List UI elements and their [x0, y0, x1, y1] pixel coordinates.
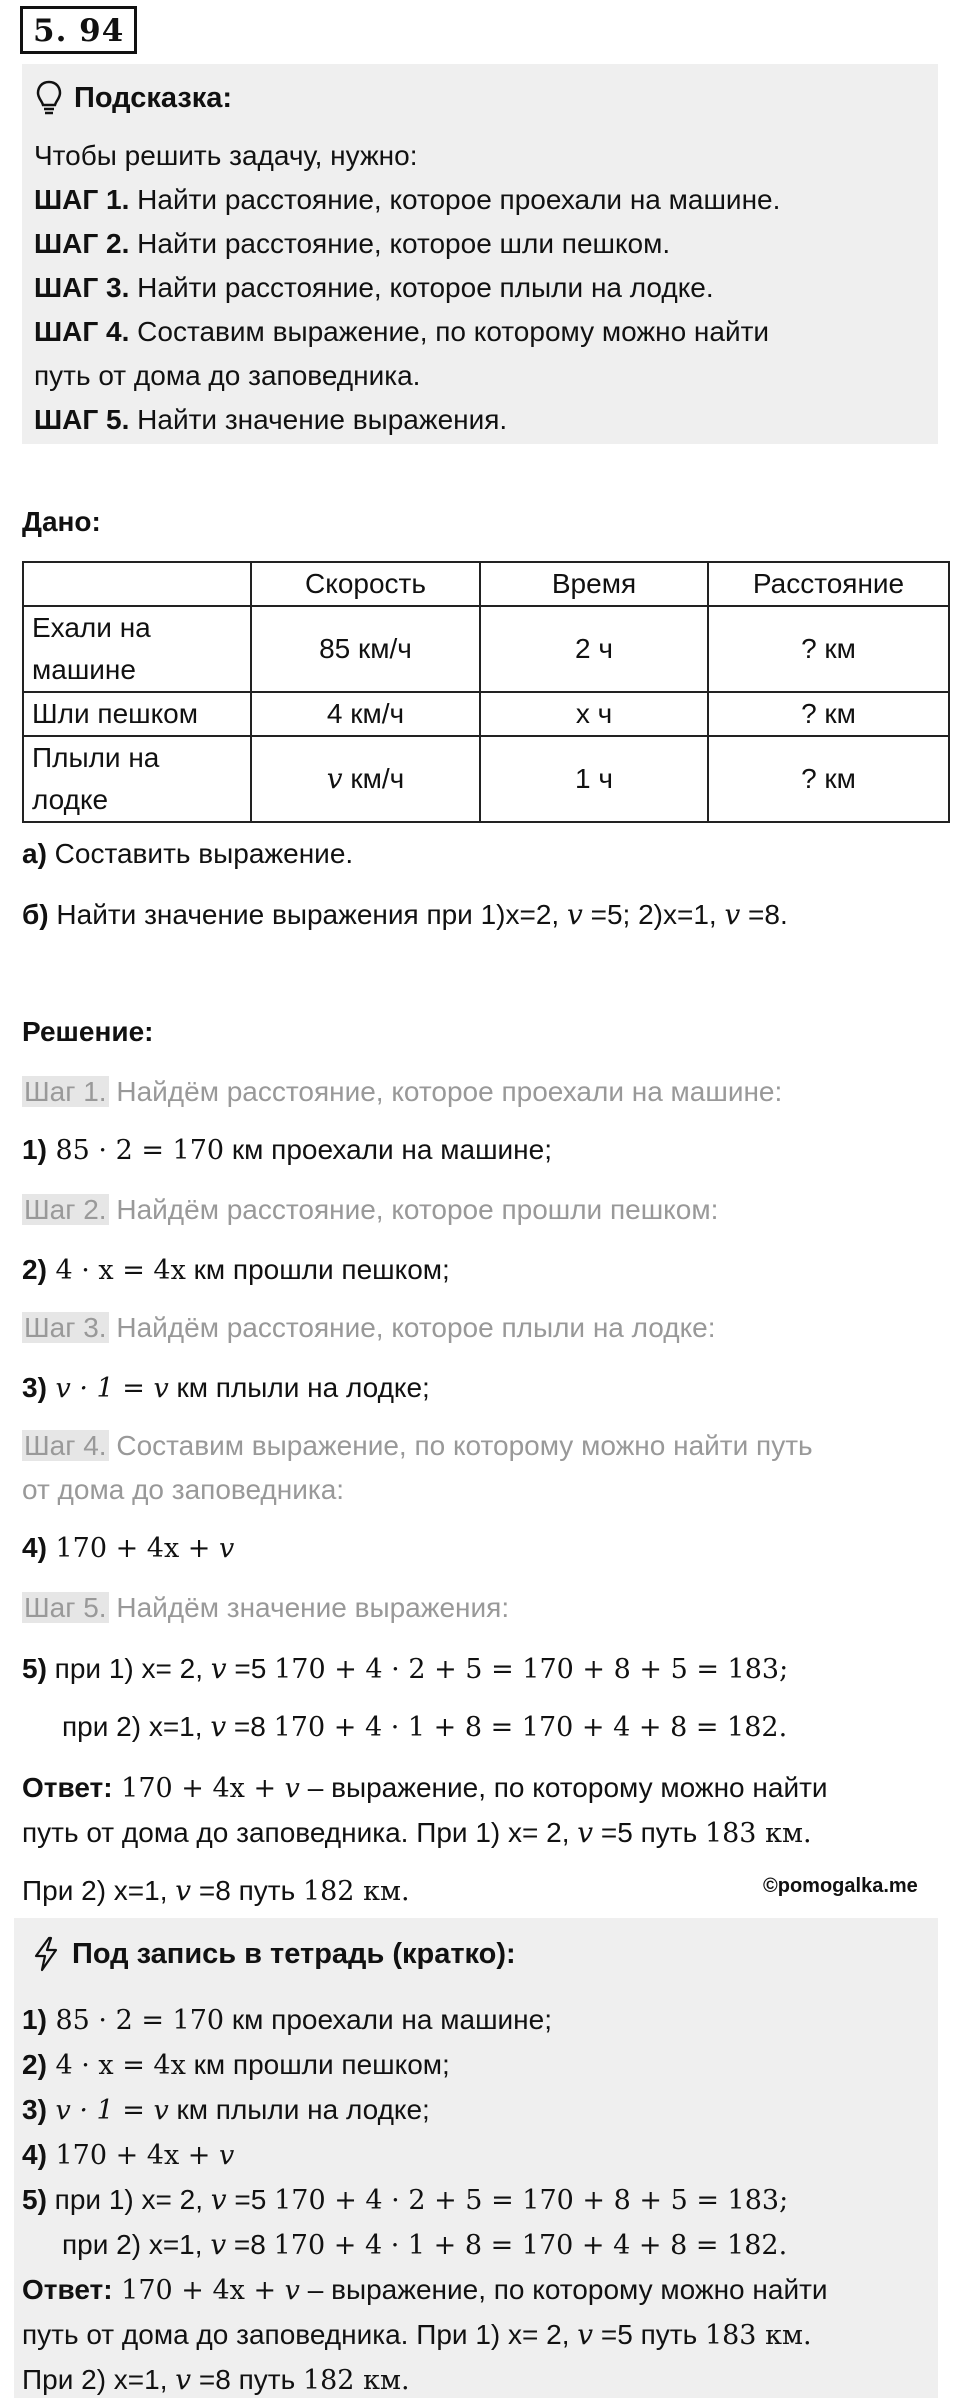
- notes-box: [14, 1918, 938, 2398]
- solution-step: [22, 1430, 813, 1462]
- table-row-label: Плыли на лодке: [23, 736, 251, 822]
- answer-line: [22, 1772, 828, 1804]
- answer-value: 182 км.: [302, 1876, 410, 1907]
- table-cell-time: 1 ч: [480, 736, 708, 822]
- table-header-row: [23, 562, 949, 606]
- table-cell-speed: 85 км/ч: [251, 606, 480, 692]
- task-a-text: Составить выражение.: [46, 838, 354, 869]
- hint-step: [34, 266, 924, 310]
- step-text: Найдём расстояние, которое прошли пешком:: [108, 1194, 719, 1225]
- hint-step-text: путь от дома до заповедника.: [34, 360, 421, 391]
- var-v: 𝑣: [577, 2318, 594, 2351]
- table-cell-distance: ? км: [708, 606, 949, 692]
- answer-text: =8 путь: [191, 1875, 303, 1906]
- answer-value: 182 км.: [302, 2365, 410, 2396]
- hint-step: [34, 222, 924, 266]
- line-math: 170 + 4 · 1 + 8 = 170 + 4 + 8 = 182.: [273, 1712, 788, 1743]
- answer-value: 183 км.: [704, 2320, 812, 2351]
- answer-text: =5 путь: [593, 2319, 705, 2350]
- line-label: 5): [22, 1653, 47, 1684]
- line-label: 1): [22, 1134, 47, 1165]
- solution-step: [22, 1592, 509, 1624]
- hint-step-text: Найти значение выражения.: [129, 404, 508, 435]
- step-text: Составим выражение, по которому можно найти путь: [108, 1430, 813, 1461]
- task-a-label: а): [22, 838, 47, 869]
- line-label: 4): [22, 1532, 47, 1563]
- line-text: при 2) x=1,: [62, 2229, 211, 2260]
- line-text: км плыли на лодке;: [168, 2094, 430, 2125]
- notes-title: Под запись в тетрадь (кратко):: [72, 1937, 516, 1970]
- notes-answer: [22, 2313, 828, 2358]
- table-cell-time: 2 ч: [480, 606, 708, 692]
- task-a: [22, 838, 353, 870]
- answer-text: =5 путь: [593, 1817, 705, 1848]
- hint-intro: Чтобы решить задачу, нужно:: [34, 140, 418, 171]
- line-label: 2): [22, 2049, 47, 2080]
- answer-text: При 2) x=1,: [22, 2364, 176, 2395]
- task-b-text: =5; 2)x=1,: [582, 899, 725, 930]
- hint-box: [22, 64, 938, 444]
- hint-title: Подсказка:: [74, 81, 233, 114]
- line-label: 4): [22, 2139, 47, 2170]
- line-math: 85 · 2 = 170: [46, 1135, 225, 1166]
- solution-step: [22, 1312, 716, 1344]
- table-header-cell: Время: [480, 562, 708, 606]
- notes-line: [22, 2178, 828, 2223]
- hint-step-label: ШАГ 5.: [34, 404, 130, 435]
- step-text: Найдём расстояние, которое плыли на лодке:: [108, 1312, 716, 1343]
- line-math: 170 + 4 · 1 + 8 = 170 + 4 + 8 = 182.: [273, 2230, 788, 2261]
- lightning-icon: [32, 1936, 60, 1972]
- answer-line: [22, 1874, 410, 1907]
- notes-header: [32, 1932, 516, 1976]
- hint-step-label: ШАГ 1.: [34, 184, 130, 215]
- hint-step-text: Найти расстояние, которое плыли на лодке.: [129, 272, 714, 303]
- task-b-text: Найти значение выражения при 1)x=2,: [48, 899, 567, 930]
- answer-math: 170 + 4x + 𝑣: [112, 2275, 300, 2306]
- table-cell-time: х ч: [480, 692, 708, 736]
- solution-line: [22, 1372, 430, 1404]
- line-math: 85 · 2 = 170: [46, 2005, 225, 2036]
- line-math: 𝑣 · 1 = 𝑣: [46, 1373, 169, 1404]
- table-row: [23, 692, 949, 736]
- copyright: ©pomogalka.me: [763, 1875, 918, 1897]
- notes-line: [22, 2133, 828, 2178]
- line-label: 3): [22, 1372, 47, 1403]
- line-math: 170 + 4 · 2 + 5 = 170 + 8 + 5 = 183;: [274, 2185, 789, 2216]
- answer-value: 183 км.: [704, 1818, 812, 1849]
- solution-step: [22, 1076, 782, 1108]
- line-math: 170 + 4x + 𝑣: [46, 2140, 235, 2171]
- table-cell-speed: [251, 736, 480, 822]
- table-row: [23, 736, 949, 822]
- line-math: 170 + 4x + 𝑣: [46, 1533, 235, 1564]
- task-b: [22, 898, 788, 931]
- answer-text: При 2) x=1,: [22, 1875, 176, 1906]
- step-text: Найдём расстояние, которое проехали на машине:: [108, 1076, 783, 1107]
- table-cell-speed: 4 км/ч: [251, 692, 480, 736]
- var-v: 𝑣: [724, 898, 741, 931]
- var-v: 𝑣: [577, 1816, 594, 1849]
- solution-line: [62, 1710, 787, 1743]
- notes-line: [22, 2223, 828, 2268]
- line-text: при 1) x= 2,: [46, 2184, 211, 2215]
- hint-step-text: Найти расстояние, которое проехали на машине.: [129, 184, 781, 215]
- var-v: 𝑣: [326, 762, 343, 795]
- step-tag: Шаг 2.: [24, 1194, 107, 1225]
- answer-label: Ответ:: [22, 2274, 113, 2305]
- hint-step-label: ШАГ 4.: [34, 316, 130, 347]
- task-b-label: б): [22, 899, 49, 930]
- notes-lines: [22, 1998, 828, 2403]
- speed-unit: км/ч: [342, 763, 405, 794]
- given-title: Дано:: [22, 506, 101, 537]
- line-text: =8: [226, 1711, 274, 1742]
- answer-text: =8 путь: [191, 2364, 303, 2395]
- given-table: [22, 561, 950, 823]
- table-cell-distance: ? км: [708, 736, 949, 822]
- var-v: 𝑣: [210, 1710, 227, 1743]
- hint-step-label: ШАГ 2.: [34, 228, 130, 259]
- table-row-label: Ехали на машине: [23, 606, 251, 692]
- solution-line: [22, 1134, 552, 1166]
- hint-header: [36, 76, 232, 120]
- hint-step-text: Найти расстояние, которое шли пешком.: [129, 228, 671, 259]
- table-header-cell: Расстояние: [708, 562, 949, 606]
- var-v: 𝑣: [210, 1652, 227, 1685]
- line-label: 2): [22, 1254, 47, 1285]
- solution-title: Решение:: [22, 1016, 154, 1047]
- var-v: 𝑣: [566, 898, 583, 931]
- hint-step: [34, 178, 924, 222]
- step-text: Найдём значение выражения:: [108, 1592, 510, 1623]
- table-row-label: Шли пешком: [23, 692, 251, 736]
- notes-line: [22, 2043, 828, 2088]
- var-v: 𝑣: [210, 2228, 227, 2261]
- step-tag: Шаг 1.: [24, 1076, 107, 1107]
- answer-text: путь от дома до заповедника. При 1) x= 2,: [22, 2319, 578, 2350]
- hint-step: [34, 310, 924, 354]
- notes-answer: [22, 2268, 828, 2313]
- solution-step: [22, 1194, 718, 1226]
- answer-text: – выражение, по которому можно найти: [299, 2274, 828, 2305]
- solution-line: [22, 1532, 234, 1564]
- hint-step: [34, 398, 924, 442]
- hint-step: [34, 354, 924, 398]
- answer-text: путь от дома до заповедника. При 1) x= 2,: [22, 1817, 578, 1848]
- var-v: 𝑣: [175, 2363, 192, 2396]
- line-label: 3): [22, 2094, 47, 2125]
- line-text: =8: [226, 2229, 274, 2260]
- task-number: 5. 94: [20, 6, 137, 54]
- line-text: =5: [226, 1653, 275, 1684]
- task-b-text: =8.: [740, 899, 788, 930]
- hint-step-text: Составим выражение, по которому можно найти: [129, 316, 770, 347]
- line-text: км прошли пешком;: [185, 2049, 450, 2080]
- table-cell-distance: ? км: [708, 692, 949, 736]
- step-tag: Шаг 4.: [24, 1430, 107, 1461]
- solution-step-cont: от дома до заповедника:: [22, 1474, 345, 1505]
- notes-line: [22, 1998, 828, 2043]
- line-math: 170 + 4 · 2 + 5 = 170 + 8 + 5 = 183;: [274, 1654, 789, 1685]
- line-text: км прошли пешком;: [185, 1254, 450, 1285]
- step-tag: Шаг 3.: [24, 1312, 107, 1343]
- notes-line: [22, 2088, 828, 2133]
- line-text: км проехали на машине;: [224, 1134, 552, 1165]
- line-text: при 2) x=1,: [62, 1711, 211, 1742]
- hint-step-label: ШАГ 3.: [34, 272, 130, 303]
- hint-lines: [34, 134, 924, 442]
- line-text: км проехали на машине;: [224, 2004, 552, 2035]
- line-text: км плыли на лодке;: [168, 1372, 430, 1403]
- table-header-cell: Скорость: [251, 562, 480, 606]
- solution-line: [22, 1254, 450, 1286]
- line-math: 4 · x = 4x: [46, 1255, 186, 1286]
- line-label: 5): [22, 2184, 47, 2215]
- notes-answer: [22, 2358, 828, 2403]
- answer-math: 170 + 4x + 𝑣: [112, 1773, 300, 1804]
- line-math: 𝑣 · 1 = 𝑣: [46, 2095, 169, 2126]
- answer-line: [22, 1816, 812, 1849]
- answer-label: Ответ:: [22, 1772, 113, 1803]
- table-header-cell: [23, 562, 251, 606]
- line-text: =5: [226, 2184, 275, 2215]
- step-tag: Шаг 5.: [24, 1592, 107, 1623]
- solution-line: [22, 1652, 788, 1685]
- var-v: 𝑣: [210, 2183, 227, 2216]
- line-text: при 1) x= 2,: [46, 1653, 211, 1684]
- var-v: 𝑣: [175, 1874, 192, 1907]
- lightbulb-icon: [36, 80, 62, 116]
- answer-text: – выражение, по которому можно найти: [299, 1772, 828, 1803]
- table-row: [23, 606, 949, 692]
- line-label: 1): [22, 2004, 47, 2035]
- line-math: 4 · x = 4x: [46, 2050, 186, 2081]
